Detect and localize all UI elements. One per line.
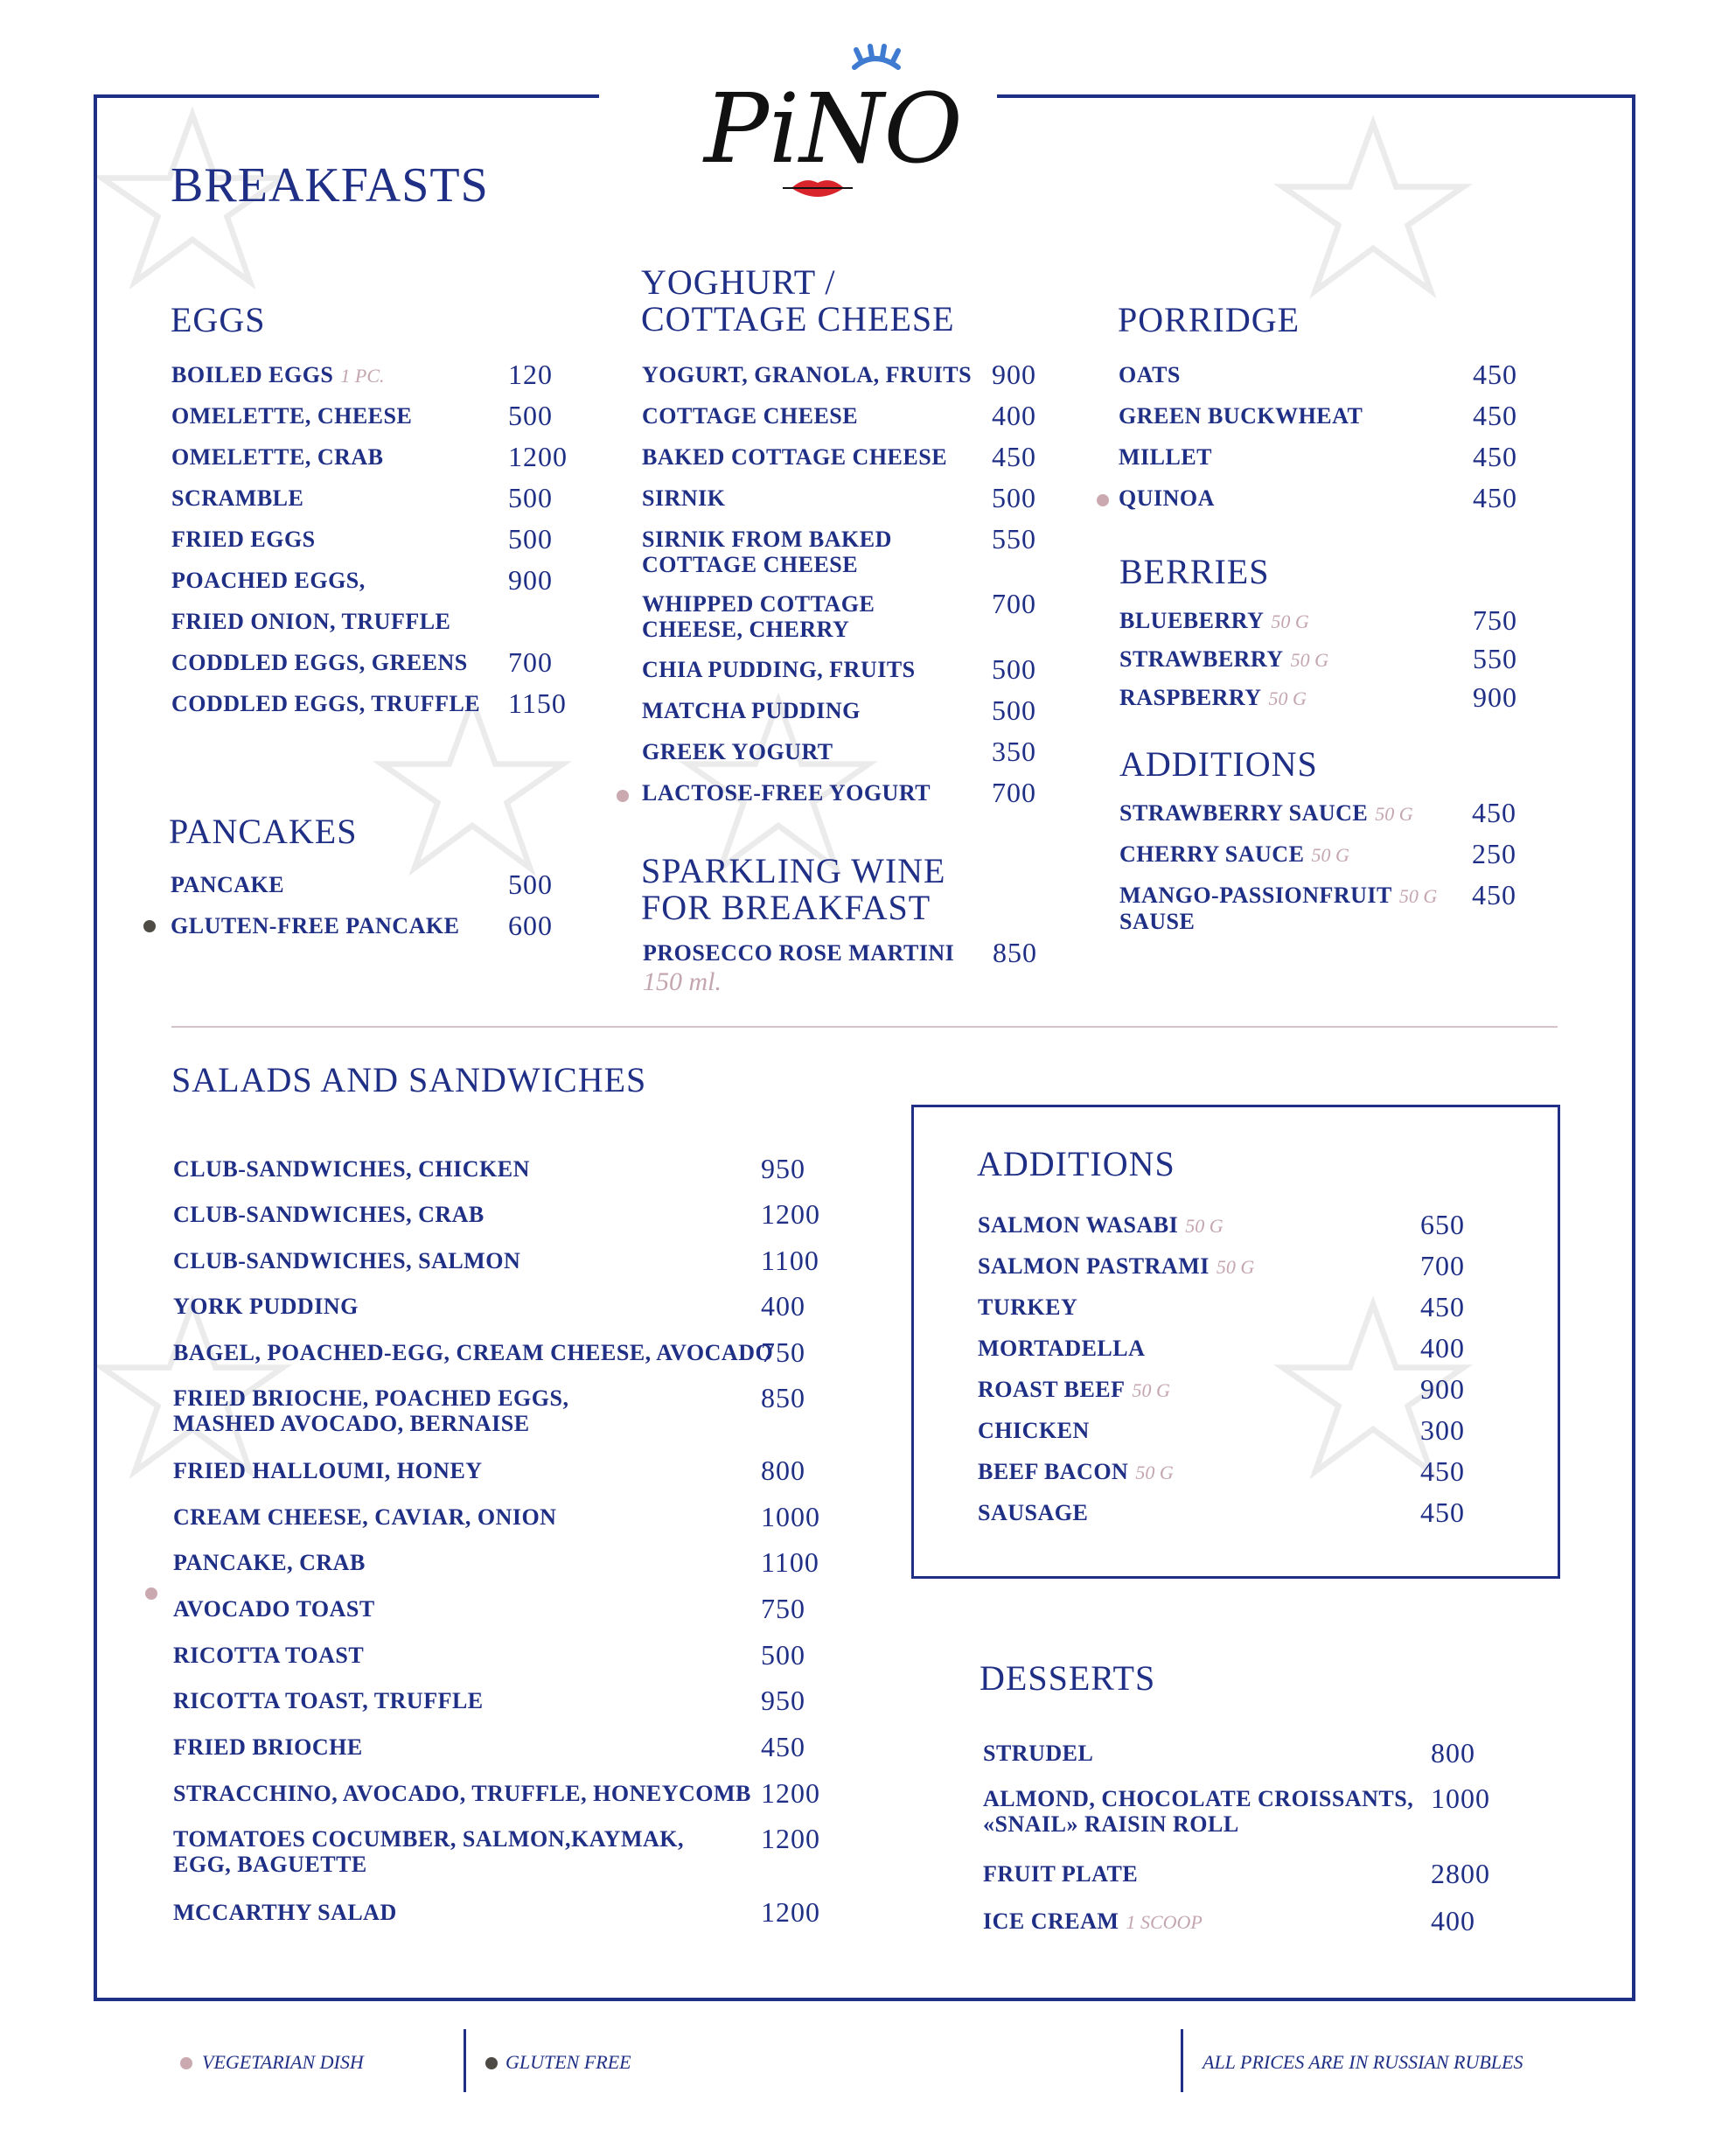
gluten-free-marker-icon xyxy=(143,920,156,932)
vegetarian-marker-icon xyxy=(145,1587,157,1600)
pino-logo xyxy=(695,48,963,223)
yoghurt-title-line-1: YOGHURT / xyxy=(641,262,836,302)
breakfast-additions-title: ADDITIONS xyxy=(1119,744,1318,784)
additions-title: ADDITIONS xyxy=(977,1144,1175,1183)
eggs-title: EGGS xyxy=(171,300,266,339)
vegetarian-legend-icon xyxy=(180,2057,192,2069)
yoghurt-title xyxy=(641,264,955,338)
legend-gluten-free: GLUTEN FREE xyxy=(505,2051,631,2073)
frame-left xyxy=(94,94,97,2001)
footer-separator xyxy=(1181,2029,1183,2092)
frame-top-left xyxy=(94,94,599,98)
watermark-fork-star-icon xyxy=(376,691,568,883)
sparkling-title-line-1: SPARKLING WINE xyxy=(641,851,946,890)
logo-wordmark: PiNO xyxy=(704,73,963,185)
sparkling-title xyxy=(641,853,945,926)
pancakes-title: PANCAKES xyxy=(169,812,358,851)
desserts-title: DESSERTS xyxy=(980,1658,1156,1698)
yoghurt-title-line-2: COTTAGE CHEESE xyxy=(641,299,955,338)
legend-vegetarian: VEGETARIAN DISH xyxy=(202,2051,364,2073)
footer-separator xyxy=(464,2029,466,2092)
frame-top-right xyxy=(997,94,1635,98)
berries-title: BERRIES xyxy=(1119,552,1270,591)
vegetarian-marker-icon xyxy=(617,790,629,802)
breakfasts-title: BREAKFASTS xyxy=(171,158,489,213)
currency-note: ALL PRICES ARE IN RUSSIAN RUBLES xyxy=(1203,2051,1523,2073)
gluten-free-legend-icon xyxy=(485,2057,498,2069)
logo-lashes-icon xyxy=(854,46,898,67)
porridge-title: PORRIDGE xyxy=(1118,300,1300,339)
vegetarian-marker-icon xyxy=(1097,494,1109,506)
section-divider xyxy=(171,1026,1558,1028)
frame-bottom xyxy=(94,1998,1635,2001)
sparkling-title-line-2: FOR BREAKFAST xyxy=(641,888,931,927)
salads-title: SALADS AND SANDWICHES xyxy=(171,1060,647,1099)
frame-right xyxy=(1632,94,1635,2001)
watermark-fork-star-icon xyxy=(1277,114,1469,306)
